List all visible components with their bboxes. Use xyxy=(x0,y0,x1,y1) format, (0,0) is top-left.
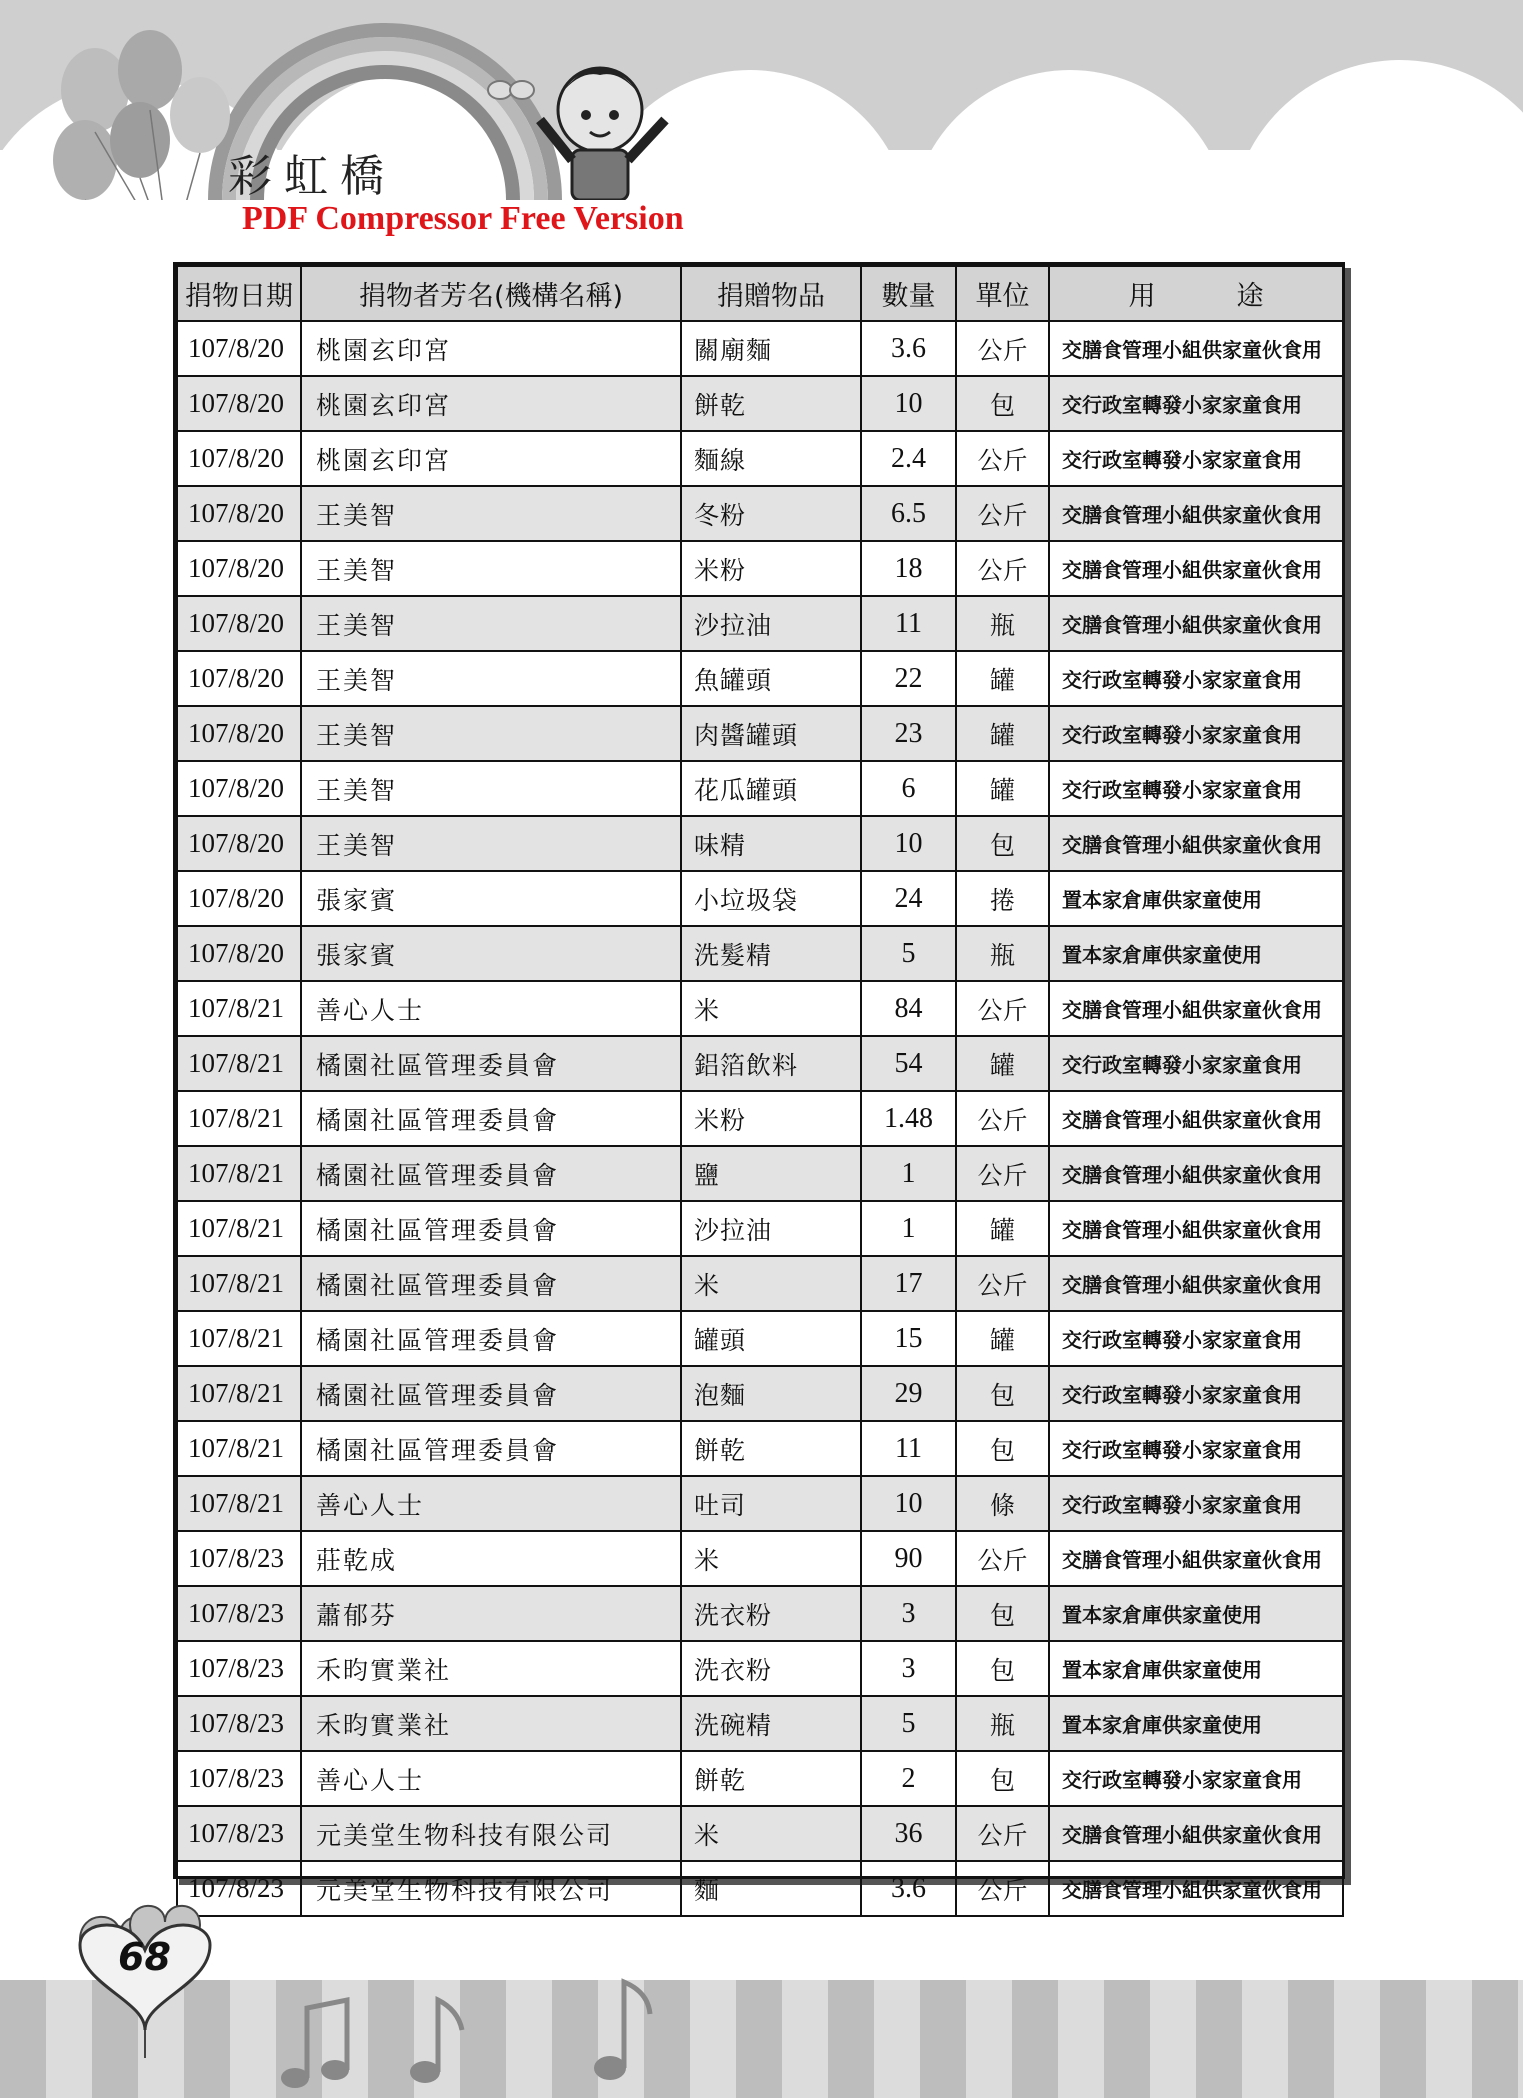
page-number: 68 xyxy=(118,1935,171,1979)
table-row xyxy=(177,871,1343,926)
cell-quantity: 11 xyxy=(861,596,956,651)
cell-quantity: 1.48 xyxy=(861,1091,956,1146)
cell-donor: 王美智 xyxy=(301,761,681,816)
cell-quantity: 15 xyxy=(861,1311,956,1366)
cell-unit: 罐 xyxy=(956,761,1049,816)
cell-quantity: 5 xyxy=(861,1696,956,1751)
cell-item: 鋁箔飲料 xyxy=(681,1036,861,1091)
cell-usage: 交行政室轉發小家家童食用 xyxy=(1049,706,1343,761)
cell-usage: 交膳食管理小組供家童伙食用 xyxy=(1049,1146,1343,1201)
cell-date: 107/8/20 xyxy=(177,596,301,651)
table-row xyxy=(177,1751,1343,1806)
header-donor: 捐物者芳名(機構名稱) xyxy=(301,266,681,321)
cell-quantity: 3.6 xyxy=(861,321,956,376)
table-row xyxy=(177,1641,1343,1696)
cell-item: 吐司 xyxy=(681,1476,861,1531)
cell-date: 107/8/23 xyxy=(177,1861,301,1916)
table-row xyxy=(177,1531,1343,1586)
cell-unit: 包 xyxy=(956,1421,1049,1476)
cell-donor: 王美智 xyxy=(301,706,681,761)
cell-date: 107/8/21 xyxy=(177,1091,301,1146)
cell-usage: 交行政室轉發小家家童食用 xyxy=(1049,1751,1343,1806)
cell-quantity: 29 xyxy=(861,1366,956,1421)
cell-donor: 善心人士 xyxy=(301,981,681,1036)
cell-unit: 罐 xyxy=(956,1311,1049,1366)
cell-quantity: 90 xyxy=(861,1531,956,1586)
header-unit: 單位 xyxy=(956,266,1049,321)
cell-usage: 交行政室轉發小家家童食用 xyxy=(1049,1366,1343,1421)
cell-quantity: 24 xyxy=(861,871,956,926)
cell-donor: 莊乾成 xyxy=(301,1531,681,1586)
cell-quantity: 1 xyxy=(861,1201,956,1256)
cell-usage: 交行政室轉發小家家童食用 xyxy=(1049,651,1343,706)
cell-unit: 公斤 xyxy=(956,321,1049,376)
cell-usage: 交膳食管理小組供家童伙食用 xyxy=(1049,981,1343,1036)
cell-unit: 包 xyxy=(956,1641,1049,1696)
cell-item: 魚罐頭 xyxy=(681,651,861,706)
cell-item: 洗衣粉 xyxy=(681,1641,861,1696)
cell-donor: 橘園社區管理委員會 xyxy=(301,1421,681,1476)
cell-quantity: 18 xyxy=(861,541,956,596)
cell-unit: 公斤 xyxy=(956,1146,1049,1201)
cell-item: 洗髮精 xyxy=(681,926,861,981)
cell-quantity: 23 xyxy=(861,706,956,761)
cell-usage: 交膳食管理小組供家童伙食用 xyxy=(1049,541,1343,596)
table-body xyxy=(177,321,1343,1916)
cell-date: 107/8/21 xyxy=(177,1311,301,1366)
cell-quantity: 2 xyxy=(861,1751,956,1806)
header-quantity: 數量 xyxy=(861,266,956,321)
cell-date: 107/8/20 xyxy=(177,486,301,541)
cell-unit: 包 xyxy=(956,1586,1049,1641)
table-header-row xyxy=(177,266,1343,321)
cell-date: 107/8/20 xyxy=(177,761,301,816)
cell-quantity: 3 xyxy=(861,1641,956,1696)
cell-item: 小垃圾袋 xyxy=(681,871,861,926)
cell-donor: 王美智 xyxy=(301,596,681,651)
cell-donor: 橘園社區管理委員會 xyxy=(301,1036,681,1091)
watermark-text: PDF Compressor Free Version xyxy=(242,200,684,237)
cell-unit: 公斤 xyxy=(956,1256,1049,1311)
table-row xyxy=(177,926,1343,981)
cell-item: 餅乾 xyxy=(681,1751,861,1806)
cell-usage: 交膳食管理小組供家童伙食用 xyxy=(1049,1201,1343,1256)
table-row xyxy=(177,1256,1343,1311)
cell-quantity: 6.5 xyxy=(861,486,956,541)
cell-item: 米 xyxy=(681,1256,861,1311)
cell-date: 107/8/20 xyxy=(177,651,301,706)
cell-unit: 罐 xyxy=(956,1201,1049,1256)
cell-date: 107/8/21 xyxy=(177,1036,301,1091)
cell-item: 罐頭 xyxy=(681,1311,861,1366)
cell-item: 肉醬罐頭 xyxy=(681,706,861,761)
cell-item: 沙拉油 xyxy=(681,596,861,651)
cell-item: 沙拉油 xyxy=(681,1201,861,1256)
cell-date: 107/8/20 xyxy=(177,376,301,431)
cell-quantity: 22 xyxy=(861,651,956,706)
cell-donor: 橘園社區管理委員會 xyxy=(301,1091,681,1146)
donation-table-container xyxy=(173,262,1345,1905)
cell-usage: 交行政室轉發小家家童食用 xyxy=(1049,761,1343,816)
cell-donor: 王美智 xyxy=(301,486,681,541)
cell-quantity: 1 xyxy=(861,1146,956,1201)
cell-usage: 交膳食管理小組供家童伙食用 xyxy=(1049,486,1343,541)
cell-donor: 善心人士 xyxy=(301,1751,681,1806)
cell-unit: 公斤 xyxy=(956,1531,1049,1586)
cell-date: 107/8/23 xyxy=(177,1696,301,1751)
cell-date: 107/8/20 xyxy=(177,431,301,486)
cell-unit: 條 xyxy=(956,1476,1049,1531)
cell-unit: 包 xyxy=(956,376,1049,431)
cell-donor: 張家賓 xyxy=(301,926,681,981)
table-row xyxy=(177,651,1343,706)
table-row xyxy=(177,1366,1343,1421)
cell-date: 107/8/21 xyxy=(177,1256,301,1311)
cell-date: 107/8/20 xyxy=(177,706,301,761)
table-row xyxy=(177,981,1343,1036)
cell-unit: 公斤 xyxy=(956,981,1049,1036)
cell-donor: 王美智 xyxy=(301,651,681,706)
cell-donor: 張家賓 xyxy=(301,871,681,926)
cell-unit: 瓶 xyxy=(956,926,1049,981)
cell-date: 107/8/20 xyxy=(177,926,301,981)
cell-unit: 瓶 xyxy=(956,596,1049,651)
table-row xyxy=(177,761,1343,816)
cell-donor: 橘園社區管理委員會 xyxy=(301,1146,681,1201)
cell-item: 洗碗精 xyxy=(681,1696,861,1751)
cell-date: 107/8/21 xyxy=(177,981,301,1036)
cell-usage: 置本家倉庫供家童使用 xyxy=(1049,1641,1343,1696)
cell-unit: 包 xyxy=(956,816,1049,871)
table-row xyxy=(177,321,1343,376)
cell-usage: 交行政室轉發小家家童食用 xyxy=(1049,376,1343,431)
cell-quantity: 84 xyxy=(861,981,956,1036)
cell-usage: 置本家倉庫供家童使用 xyxy=(1049,1586,1343,1641)
cell-donor: 善心人士 xyxy=(301,1476,681,1531)
cell-date: 107/8/23 xyxy=(177,1531,301,1586)
cell-quantity: 11 xyxy=(861,1421,956,1476)
cell-usage: 交膳食管理小組供家童伙食用 xyxy=(1049,1531,1343,1586)
table-row xyxy=(177,596,1343,651)
cell-unit: 罐 xyxy=(956,706,1049,761)
cell-item: 洗衣粉 xyxy=(681,1586,861,1641)
cell-donor: 桃園玄印宮 xyxy=(301,321,681,376)
cell-quantity: 6 xyxy=(861,761,956,816)
cell-item: 冬粉 xyxy=(681,486,861,541)
cell-date: 107/8/20 xyxy=(177,541,301,596)
table-row xyxy=(177,1861,1343,1916)
cell-usage: 置本家倉庫供家童使用 xyxy=(1049,926,1343,981)
cell-usage: 置本家倉庫供家童使用 xyxy=(1049,871,1343,926)
table-row xyxy=(177,816,1343,871)
cell-usage: 交行政室轉發小家家童食用 xyxy=(1049,1476,1343,1531)
cell-date: 107/8/20 xyxy=(177,816,301,871)
table-row xyxy=(177,1586,1343,1641)
header-item: 捐贈物品 xyxy=(681,266,861,321)
table-row xyxy=(177,1036,1343,1091)
cell-date: 107/8/23 xyxy=(177,1751,301,1806)
cell-quantity: 36 xyxy=(861,1806,956,1861)
cell-unit: 罐 xyxy=(956,651,1049,706)
cell-donor: 桃園玄印宮 xyxy=(301,431,681,486)
cell-usage: 交膳食管理小組供家童伙食用 xyxy=(1049,1091,1343,1146)
table-row xyxy=(177,1146,1343,1201)
cell-donor: 桃園玄印宮 xyxy=(301,376,681,431)
table-row xyxy=(177,1476,1343,1531)
cell-unit: 罐 xyxy=(956,1036,1049,1091)
cell-usage: 交膳食管理小組供家童伙食用 xyxy=(1049,321,1343,376)
donation-table xyxy=(176,265,1344,1917)
cell-unit: 公斤 xyxy=(956,1091,1049,1146)
cell-unit: 公斤 xyxy=(956,1806,1049,1861)
cell-donor: 橘園社區管理委員會 xyxy=(301,1256,681,1311)
cell-unit: 捲 xyxy=(956,871,1049,926)
cell-quantity: 17 xyxy=(861,1256,956,1311)
cell-item: 餅乾 xyxy=(681,1421,861,1476)
header-usage: 用 途 xyxy=(1049,266,1343,321)
cell-date: 107/8/23 xyxy=(177,1806,301,1861)
table-row xyxy=(177,1311,1343,1366)
cell-item: 關廟麵 xyxy=(681,321,861,376)
table-row xyxy=(177,1421,1343,1476)
cell-quantity: 10 xyxy=(861,376,956,431)
cell-unit: 公斤 xyxy=(956,431,1049,486)
table-row xyxy=(177,376,1343,431)
cell-donor: 橘園社區管理委員會 xyxy=(301,1366,681,1421)
cell-item: 麵 xyxy=(681,1861,861,1916)
cell-unit: 公斤 xyxy=(956,541,1049,596)
cell-item: 米 xyxy=(681,981,861,1036)
cell-donor: 王美智 xyxy=(301,541,681,596)
cell-usage: 交行政室轉發小家家童食用 xyxy=(1049,1036,1343,1091)
cell-quantity: 5 xyxy=(861,926,956,981)
cell-usage: 交膳食管理小組供家童伙食用 xyxy=(1049,596,1343,651)
cell-date: 107/8/21 xyxy=(177,1201,301,1256)
cell-usage: 交膳食管理小組供家童伙食用 xyxy=(1049,1806,1343,1861)
cell-quantity: 10 xyxy=(861,1476,956,1531)
cell-item: 米粉 xyxy=(681,1091,861,1146)
cell-item: 泡麵 xyxy=(681,1366,861,1421)
cell-unit: 包 xyxy=(956,1366,1049,1421)
cell-unit: 公斤 xyxy=(956,486,1049,541)
cell-donor: 橘園社區管理委員會 xyxy=(301,1201,681,1256)
cell-donor: 橘園社區管理委員會 xyxy=(301,1311,681,1366)
cell-unit: 包 xyxy=(956,1751,1049,1806)
cell-quantity: 3.6 xyxy=(861,1861,956,1916)
cell-item: 米 xyxy=(681,1806,861,1861)
cell-donor: 王美智 xyxy=(301,816,681,871)
cell-item: 味精 xyxy=(681,816,861,871)
table-row xyxy=(177,706,1343,761)
cell-quantity: 3 xyxy=(861,1586,956,1641)
cell-unit: 瓶 xyxy=(956,1696,1049,1751)
cell-date: 107/8/23 xyxy=(177,1641,301,1696)
cell-usage: 置本家倉庫供家童使用 xyxy=(1049,1696,1343,1751)
cell-usage: 交膳食管理小組供家童伙食用 xyxy=(1049,1861,1343,1916)
cell-date: 107/8/23 xyxy=(177,1586,301,1641)
cell-donor: 禾昀實業社 xyxy=(301,1696,681,1751)
cell-donor: 元美堂生物科技有限公司 xyxy=(301,1861,681,1916)
cell-donor: 蕭郁芬 xyxy=(301,1586,681,1641)
cell-date: 107/8/20 xyxy=(177,871,301,926)
table-row xyxy=(177,1201,1343,1256)
header-date: 捐物日期 xyxy=(177,266,301,321)
table-row xyxy=(177,1806,1343,1861)
cell-item: 米粉 xyxy=(681,541,861,596)
cell-usage: 交行政室轉發小家家童食用 xyxy=(1049,431,1343,486)
table-row xyxy=(177,1696,1343,1751)
cell-unit: 公斤 xyxy=(956,1861,1049,1916)
cell-date: 107/8/21 xyxy=(177,1421,301,1476)
cell-quantity: 54 xyxy=(861,1036,956,1091)
cell-date: 107/8/20 xyxy=(177,321,301,376)
cell-date: 107/8/21 xyxy=(177,1476,301,1531)
cell-usage: 交膳食管理小組供家童伙食用 xyxy=(1049,816,1343,871)
cell-usage: 交行政室轉發小家家童食用 xyxy=(1049,1311,1343,1366)
cell-item: 麵線 xyxy=(681,431,861,486)
brand-title: 彩虹橋 xyxy=(228,151,396,202)
cell-usage: 交膳食管理小組供家童伙食用 xyxy=(1049,1256,1343,1311)
cell-usage: 交行政室轉發小家家童食用 xyxy=(1049,1421,1343,1476)
cell-quantity: 2.4 xyxy=(861,431,956,486)
cell-donor: 元美堂生物科技有限公司 xyxy=(301,1806,681,1861)
table-row xyxy=(177,431,1343,486)
table-row xyxy=(177,1091,1343,1146)
cell-item: 花瓜罐頭 xyxy=(681,761,861,816)
cell-item: 鹽 xyxy=(681,1146,861,1201)
table-row xyxy=(177,486,1343,541)
cell-item: 米 xyxy=(681,1531,861,1586)
cell-date: 107/8/21 xyxy=(177,1146,301,1201)
cell-date: 107/8/21 xyxy=(177,1366,301,1421)
table-row xyxy=(177,541,1343,596)
cell-item: 餅乾 xyxy=(681,376,861,431)
cell-donor: 禾昀實業社 xyxy=(301,1641,681,1696)
cell-quantity: 10 xyxy=(861,816,956,871)
